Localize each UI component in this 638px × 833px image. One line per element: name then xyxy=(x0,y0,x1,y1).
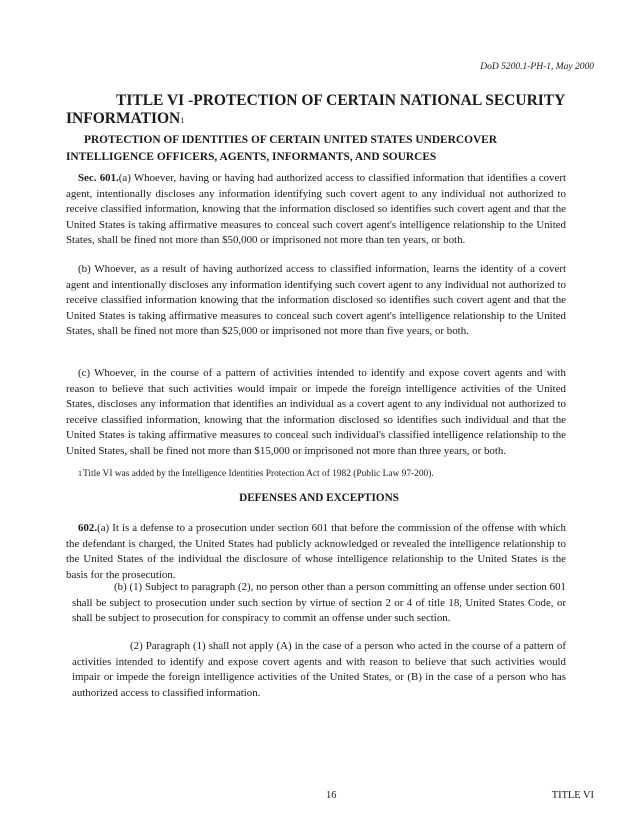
section-602-b1 xyxy=(72,580,566,627)
section-601-c-text: (c) Whoever, in the course of a pattern of activities intended to identify and expose covert agents and with reason to believe that such activities would impair or impede the foreign intelligence activities of the United States, discloses any information that identifies an individual as a covert agent to any individual not authorized to receive classified information, knowing that the information disclosed so identifies such individual and that the United States is taking affirmative measures to conceal such individual's classified intelligence relationship to the United States, shall be fined not more than $15,000 or imprisoned not more than three years, or both. xyxy=(66,367,566,457)
section-subheading xyxy=(66,132,586,166)
section-602-a-text: (a) It is a defense to a prosecution under section 601 that before the commission of the offense with which the defendant is charged, the United States had publicly acknowledged or revealed the intelligence relationship to the United States of the individual the disclosure of whose intelligence relationship to the United States is the basis for the prosecution. xyxy=(66,522,566,581)
section-601-label: Sec. 601. xyxy=(78,172,119,184)
page-number: 16 xyxy=(326,790,337,801)
section-601-c xyxy=(66,366,566,459)
section-602-a xyxy=(66,521,566,583)
section-602-label: 602. xyxy=(78,522,98,534)
title-line-2-text: INFORMATION xyxy=(66,110,181,127)
title-line-1: TITLE VI -PROTECTION OF CERTAIN NATIONAL SECURITY xyxy=(116,92,566,109)
section-602-b2 xyxy=(72,639,566,701)
section-602-b1-text: (b) (1) Subject to paragraph (2), no person other than a person committing an offense under section 601 shall be subject to prosecution under such section by virtue of section 2 or 4 of title 18, United States Code, or shall be subject to prosecution for conspiracy to commit an offense under such section. xyxy=(72,581,566,624)
document-header: DoD 5200.1-PH-1, May 2000 xyxy=(480,62,594,72)
title-footnote-marker: 1 xyxy=(180,116,185,125)
section-601-a-text: (a) Whoever, having or having had authorized access to classified information that identifies a covert agent, intentionally discloses any information identifying such covert agent to any individual not authorized to receive classified information, knowing that the information disclosed so identifies such covert agent and that the United States is taking affirmative measures to conceal such covert agent's intelligence relationship to the United States, shall be fined not more than $50,000 or imprisoned not more than ten years, or both. xyxy=(66,172,566,246)
defenses-heading: DEFENSES AND EXCEPTIONS xyxy=(239,492,399,504)
footnote xyxy=(78,469,434,479)
subheading-line-2: INTELLIGENCE OFFICERS, AGENTS, INFORMANTS, AND SOURCES xyxy=(66,151,437,163)
subheading-line-1: PROTECTION OF IDENTITIES OF CERTAIN UNITED STATES UNDERCOVER xyxy=(84,134,498,146)
title-line-2 xyxy=(66,110,586,130)
footnote-marker: 1 xyxy=(78,469,82,478)
section-602-b2-text: (2) Paragraph (1) shall not apply (A) in the case of a person who acted in the course of a pattern of activities intended to identify and expose covert agents and with reason to believe that such activities would impair or impede the foreign intelligence activities of the United States, or (B) in the case of a person who has authorized access to classified information. xyxy=(72,640,566,699)
section-601-a xyxy=(66,171,566,249)
footnote-text: Title VI was added by the Intelligence Identities Protection Act of 1982 (Public Law 97-200). xyxy=(83,469,434,479)
section-601-b-text: (b) Whoever, as a result of having authorized access to classified information, learns the identity of a covert agent and intentionally discloses any information identifying such covert agent to any individual not authorized to receive classified information knowing that the information disclosed so identifies such covert agent and that the United States is taking affirmative measures to conceal such covert agent's intelligence relationship to the United States, shall be fined not more than $25,000 or imprisoned not more than five years, or both. xyxy=(66,263,566,337)
page-title xyxy=(66,92,586,130)
footer-section-label: TITLE VI xyxy=(551,790,594,801)
section-601-b xyxy=(66,262,566,340)
